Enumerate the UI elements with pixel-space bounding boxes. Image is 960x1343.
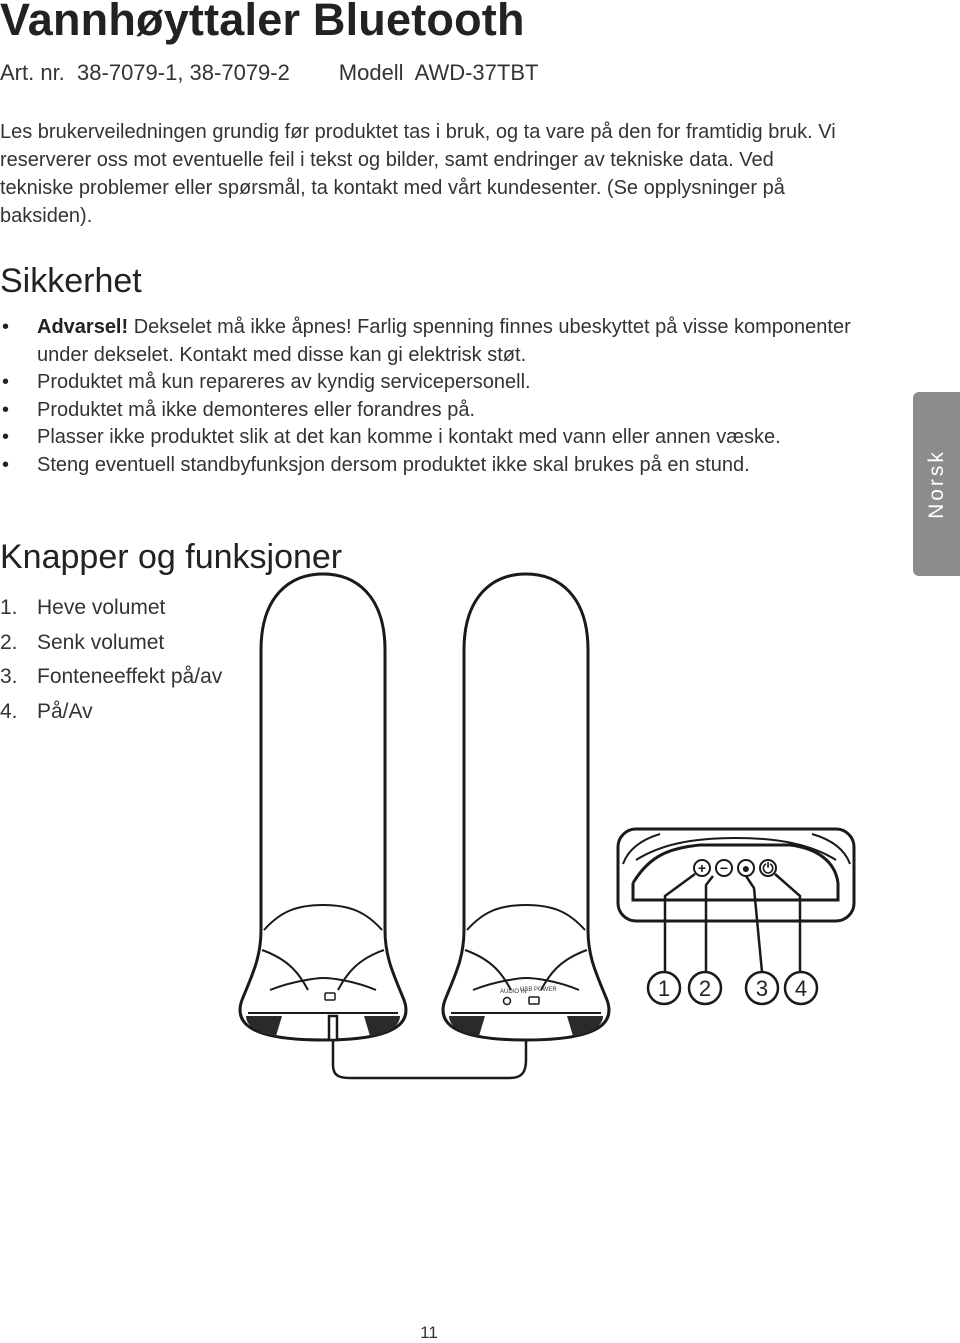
callout-3: 3 bbox=[755, 976, 769, 1001]
item-label: Senk volumet bbox=[37, 630, 165, 654]
left-speaker-body bbox=[240, 574, 406, 1040]
safety-heading: Sikkerhet bbox=[0, 262, 142, 300]
page-title: Vannhøyttaler Bluetooth bbox=[0, 0, 525, 45]
item-number: 1. bbox=[0, 596, 18, 619]
callout-1: 1 bbox=[657, 976, 671, 1001]
control-panel-zoom bbox=[618, 829, 854, 921]
list-item: • Advarsel! Dekselet må ikke åpnes! Farlig spenning finnes ubeskyttet på visse komponenter under dekselet. Kontakt med disse kan gi elektrisk støt. bbox=[0, 314, 870, 369]
list-item: • Produktet må kun repareres av kyndig servicepersonell. bbox=[0, 369, 870, 397]
power-port-label: USB POWER bbox=[520, 987, 557, 993]
model-number: AWD-37TBT bbox=[414, 60, 539, 85]
item-label: På/Av bbox=[37, 700, 93, 724]
art-label: Art. nr. bbox=[0, 60, 65, 85]
model-label: Modell bbox=[338, 60, 404, 85]
intro-paragraph: Les brukerveiledningen grundig før produktet tas i bruk, og ta vare på den for framtidig bruk. Vi reserverer oss mot eventuelle feil i tekst og bilder, samt endringer av tekniske data. Ved tekniske problemer eller spørsmål, ta kontakt med vårt kundesenter. (Se opplysninger på baksiden). bbox=[0, 121, 836, 227]
audio-port-label: AUDIO IN bbox=[500, 989, 527, 995]
art-numbers: 38-7079-1, 38-7079-2 bbox=[77, 60, 290, 85]
buttons-heading: Knapper og funksjoner bbox=[0, 538, 343, 576]
warning-label: Advarsel! bbox=[37, 316, 129, 338]
callout-4: 4 bbox=[794, 976, 808, 1001]
language-tab-label: Norsk bbox=[924, 449, 948, 519]
minus-icon: − bbox=[719, 860, 729, 876]
list-item: • Steng eventuell standbyfunksjon dersom produktet ikke skal brukes på en stund. bbox=[0, 452, 870, 480]
list-item: • Plasser ikke produktet slik at det kan komme i kontakt med vann eller annen væske. bbox=[0, 424, 870, 452]
right-speaker-body bbox=[443, 574, 609, 1040]
plus-icon: + bbox=[697, 860, 707, 876]
drop-icon: ● bbox=[741, 860, 751, 876]
page-number: 11 bbox=[420, 1323, 438, 1342]
list-item: • Produktet må ikke demonteres eller forandres på. bbox=[0, 397, 870, 425]
item-label: Fonteneeffekt på/av bbox=[37, 665, 223, 689]
callout-2: 2 bbox=[698, 976, 712, 1001]
item-number: 3. bbox=[0, 665, 18, 689]
item-number: 2. bbox=[0, 630, 18, 654]
item-number: 4. bbox=[0, 700, 18, 724]
item-label: Heve volumet bbox=[37, 596, 166, 619]
power-icon: ⏻ bbox=[762, 860, 774, 876]
